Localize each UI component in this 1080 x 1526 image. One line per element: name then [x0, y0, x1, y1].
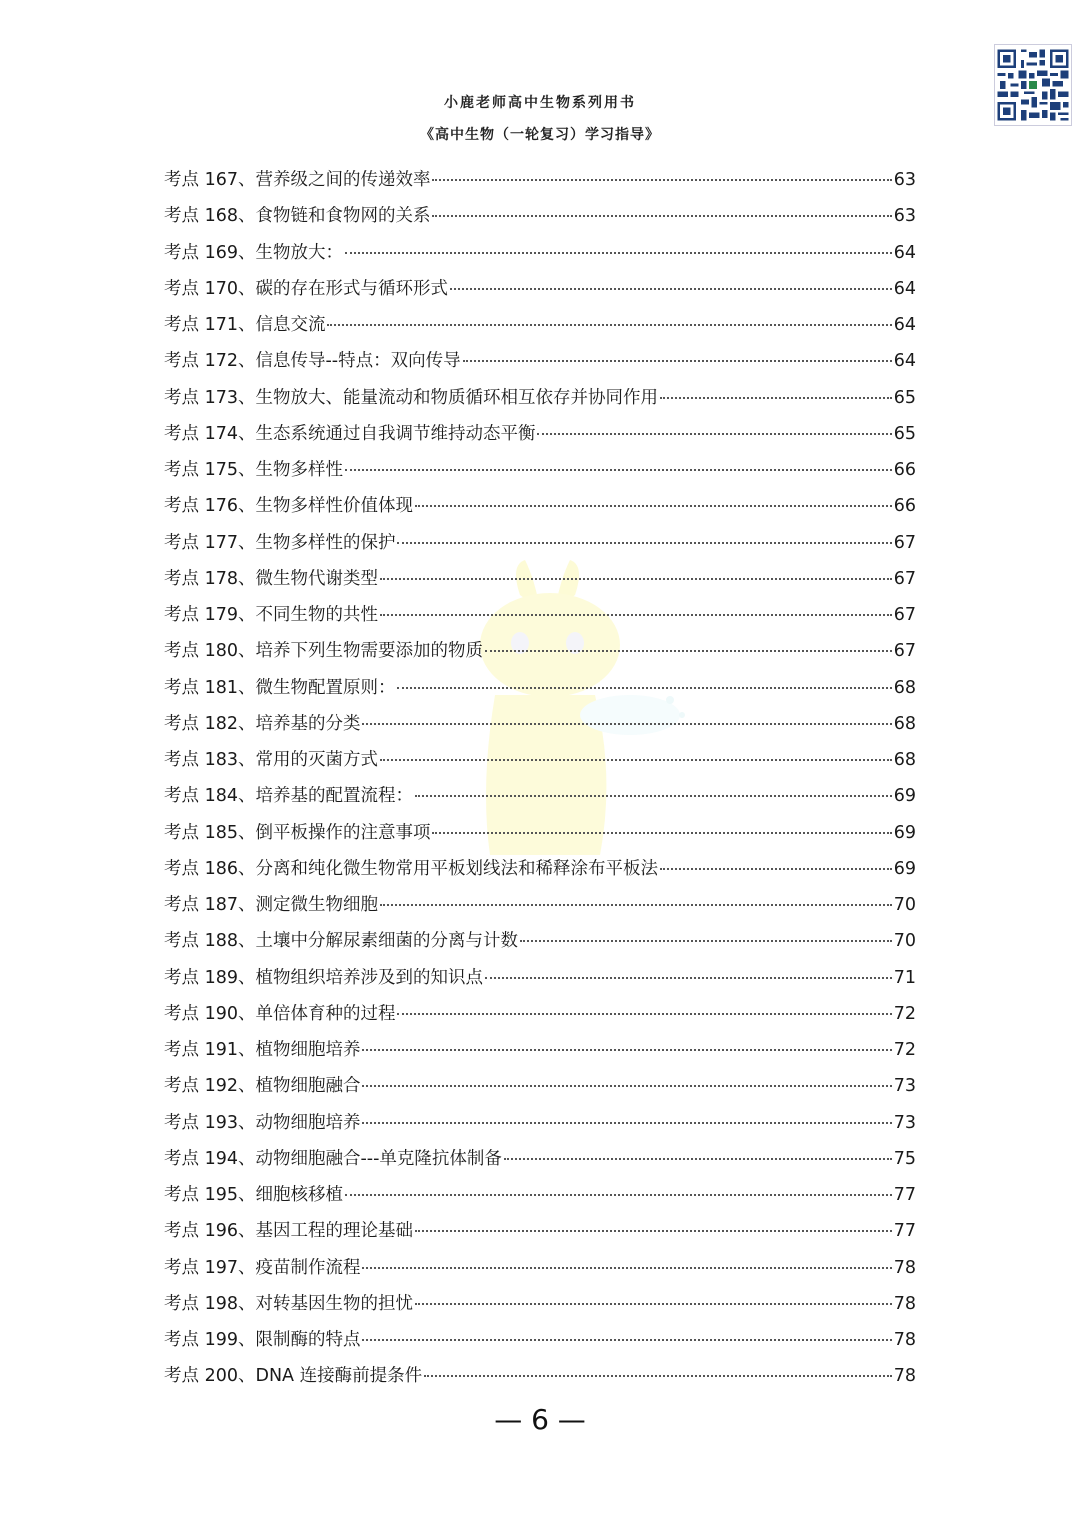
toc-entry[interactable] — [164, 162, 916, 198]
toc-entry-page: 69 — [893, 786, 916, 807]
toc-entry[interactable] — [164, 343, 916, 379]
toc-entry-page: 77 — [893, 1221, 916, 1242]
toc-entry-page: 64 — [893, 315, 916, 335]
toc-entry[interactable] — [164, 1141, 916, 1177]
table-of-contents — [164, 162, 916, 1395]
dot-leader — [397, 541, 891, 544]
dot-leader — [415, 504, 892, 507]
toc-entry-title: 考点 199、限制酶的特点 — [164, 1330, 361, 1350]
toc-entry-page: 63 — [893, 170, 916, 190]
dot-leader — [327, 323, 891, 326]
toc-entry-page: 64 — [893, 351, 916, 372]
toc-entry[interactable] — [164, 1068, 916, 1104]
toc-entry-page: 66 — [893, 496, 916, 517]
toc-entry-title: 考点 192、植物细胞融合 — [164, 1076, 361, 1097]
toc-entry-page: 78 — [893, 1366, 916, 1387]
dot-leader — [485, 649, 892, 652]
toc-entry[interactable] — [164, 996, 916, 1032]
dot-leader — [415, 1302, 892, 1305]
toc-entry[interactable] — [164, 706, 916, 742]
dot-leader — [463, 359, 892, 362]
toc-entry[interactable] — [164, 1177, 916, 1213]
toc-entry-title: 考点 170、碳的存在形式与循环形式 — [164, 278, 448, 299]
toc-entry[interactable] — [164, 307, 916, 343]
toc-entry-page: 68 — [893, 713, 916, 734]
toc-entry-page: 70 — [893, 895, 916, 915]
toc-entry[interactable] — [164, 380, 916, 416]
toc-entry-title: 考点 184、培养基的配置流程： — [164, 786, 413, 807]
toc-entry-title: 考点 175、生物多样性 — [164, 460, 343, 480]
toc-entry[interactable] — [164, 271, 916, 307]
toc-entry[interactable] — [164, 488, 916, 524]
toc-entry-title: 考点 179、不同生物的共性 — [164, 605, 378, 625]
series-title: 小鹿老师高中生物系列用书 — [444, 95, 636, 111]
toc-entry-page: 64 — [893, 278, 916, 299]
toc-entry-title: 考点 182、培养基的分类 — [164, 713, 361, 734]
toc-entry-page: 67 — [893, 532, 916, 553]
toc-entry-page: 78 — [893, 1293, 916, 1314]
toc-entry-page: 77 — [893, 1185, 916, 1205]
dot-leader — [380, 613, 892, 616]
toc-entry-title: 考点 181、微生物配置原则： — [164, 677, 396, 698]
dot-leader — [504, 1157, 892, 1160]
dot-leader — [380, 903, 892, 906]
toc-entry-page: 72 — [893, 1040, 916, 1060]
toc-entry[interactable] — [164, 778, 916, 814]
toc-entry-page: 65 — [893, 423, 916, 444]
toc-entry[interactable] — [164, 525, 916, 561]
toc-entry[interactable] — [164, 960, 916, 996]
dot-leader — [432, 178, 891, 181]
toc-entry-title: 考点 186、分离和纯化微生物常用平板划线法和稀释涂布平板法 — [164, 858, 658, 879]
dot-leader — [380, 577, 892, 580]
toc-entry-page: 63 — [893, 206, 916, 227]
toc-entry[interactable] — [164, 1213, 916, 1249]
toc-entry-title: 考点 187、测定微生物细胞 — [164, 895, 378, 915]
dot-leader — [660, 396, 892, 399]
dot-leader — [345, 468, 892, 471]
dot-leader — [345, 1193, 892, 1196]
dot-leader — [362, 722, 891, 725]
toc-entry[interactable] — [164, 1250, 916, 1286]
toc-entry[interactable] — [164, 561, 916, 597]
dot-leader — [415, 1229, 892, 1232]
toc-entry-title: 考点 174、生态系统通过自我调节维持动态平衡 — [164, 423, 536, 444]
dot-leader — [432, 214, 891, 217]
toc-entry[interactable] — [164, 815, 916, 851]
toc-entry[interactable] — [164, 235, 916, 271]
dot-leader — [362, 1048, 891, 1051]
toc-entry-page: 69 — [893, 822, 916, 843]
toc-entry-title: 考点 191、植物细胞培养 — [164, 1040, 361, 1060]
toc-entry-title: 考点 196、基因工程的理论基础 — [164, 1221, 413, 1242]
dot-leader — [380, 758, 892, 761]
toc-entry-page: 72 — [893, 1003, 916, 1024]
qr-code-icon — [995, 45, 1071, 125]
toc-entry-title: 考点 193、动物细胞培养 — [164, 1112, 361, 1133]
dot-leader — [520, 939, 892, 942]
toc-entry-title: 考点 177、生物多样性的保护 — [164, 532, 396, 553]
toc-entry-page: 65 — [893, 387, 916, 408]
toc-entry-title: 考点 169、生物放大： — [164, 242, 343, 263]
toc-entry[interactable] — [164, 1032, 916, 1068]
dot-leader — [485, 976, 892, 979]
toc-entry-page: 67 — [893, 605, 916, 625]
dot-leader — [397, 686, 891, 689]
toc-entry-title: 考点 190、单倍体育种的过程 — [164, 1003, 396, 1024]
dot-leader — [537, 432, 891, 435]
toc-entry[interactable] — [164, 597, 916, 633]
dot-leader — [362, 1121, 891, 1124]
dot-leader — [415, 794, 892, 797]
toc-entry-page: 67 — [893, 568, 916, 589]
toc-entry-title: 考点 168、食物链和食物网的关系 — [164, 206, 431, 227]
dot-leader — [362, 1084, 891, 1087]
toc-entry[interactable] — [164, 633, 916, 669]
toc-entry[interactable] — [164, 851, 916, 887]
qr-code — [994, 44, 1072, 126]
toc-entry-page: 70 — [893, 931, 916, 952]
dot-leader — [450, 287, 892, 290]
toc-entry-page: 73 — [893, 1076, 916, 1097]
toc-entry-title: 考点 197、疫苗制作流程 — [164, 1257, 361, 1278]
toc-entry-page: 68 — [893, 677, 916, 698]
dot-leader — [362, 1266, 891, 1269]
toc-entry-title: 考点 188、土壤中分解尿素细菌的分离与计数 — [164, 931, 518, 952]
toc-entry-page: 78 — [893, 1257, 916, 1278]
dot-leader — [424, 1374, 892, 1377]
toc-entry[interactable] — [164, 923, 916, 959]
toc-entry-page: 73 — [893, 1112, 916, 1133]
toc-entry-page: 68 — [893, 750, 916, 770]
toc-entry-page: 66 — [893, 460, 916, 480]
toc-entry-title: 考点 189、植物组织培养涉及到的知识点 — [164, 967, 483, 988]
toc-entry-page: 75 — [893, 1148, 916, 1169]
dot-leader — [432, 831, 891, 834]
toc-entry-page: 78 — [893, 1330, 916, 1350]
toc-entry-title: 考点 195、细胞核移植 — [164, 1185, 343, 1205]
toc-entry-title: 考点 198、对转基因生物的担忧 — [164, 1293, 413, 1314]
toc-entry[interactable] — [164, 742, 916, 778]
dot-leader — [660, 867, 892, 870]
toc-entry[interactable] — [164, 1105, 916, 1141]
dot-leader — [362, 1338, 891, 1341]
dot-leader — [397, 1012, 891, 1015]
toc-entry[interactable] — [164, 416, 916, 452]
toc-entry-title: 考点 200、DNA 连接酶前提条件 — [164, 1366, 423, 1387]
book-title: 《高中生物（一轮复习）学习指导》 — [420, 127, 660, 143]
toc-entry-title: 考点 171、信息交流 — [164, 315, 326, 335]
toc-entry-title: 考点 173、生物放大、能量流动和物质循环相互依存并协同作用 — [164, 387, 658, 408]
toc-entry-title: 考点 183、常用的灭菌方式 — [164, 750, 378, 770]
toc-entry-title: 考点 185、倒平板操作的注意事项 — [164, 822, 431, 843]
toc-entry-page: 69 — [893, 858, 916, 879]
toc-entry[interactable] — [164, 1322, 916, 1358]
toc-entry-page: 67 — [893, 641, 916, 662]
dot-leader — [345, 251, 892, 254]
toc-entry[interactable] — [164, 198, 916, 234]
toc-entry-page: 64 — [893, 242, 916, 263]
toc-entry-title: 考点 180、培养下列生物需要添加的物质 — [164, 641, 483, 662]
toc-entry[interactable] — [164, 452, 916, 488]
toc-entry-title: 考点 178、微生物代谢类型 — [164, 568, 378, 589]
toc-entry[interactable] — [164, 1358, 916, 1394]
page-number: — 6 — — [494, 1403, 586, 1436]
toc-entry-title: 考点 194、动物细胞融合---单克隆抗体制备 — [164, 1148, 502, 1169]
toc-entry-title: 考点 167、营养级之间的传递效率 — [164, 170, 431, 190]
toc-entry-page: 71 — [893, 967, 916, 988]
toc-entry-title: 考点 176、生物多样性价值体现 — [164, 496, 413, 517]
toc-entry[interactable] — [164, 670, 916, 706]
toc-entry[interactable] — [164, 887, 916, 923]
toc-entry[interactable] — [164, 1286, 916, 1322]
toc-entry-title: 考点 172、信息传导--特点：双向传导 — [164, 351, 461, 372]
